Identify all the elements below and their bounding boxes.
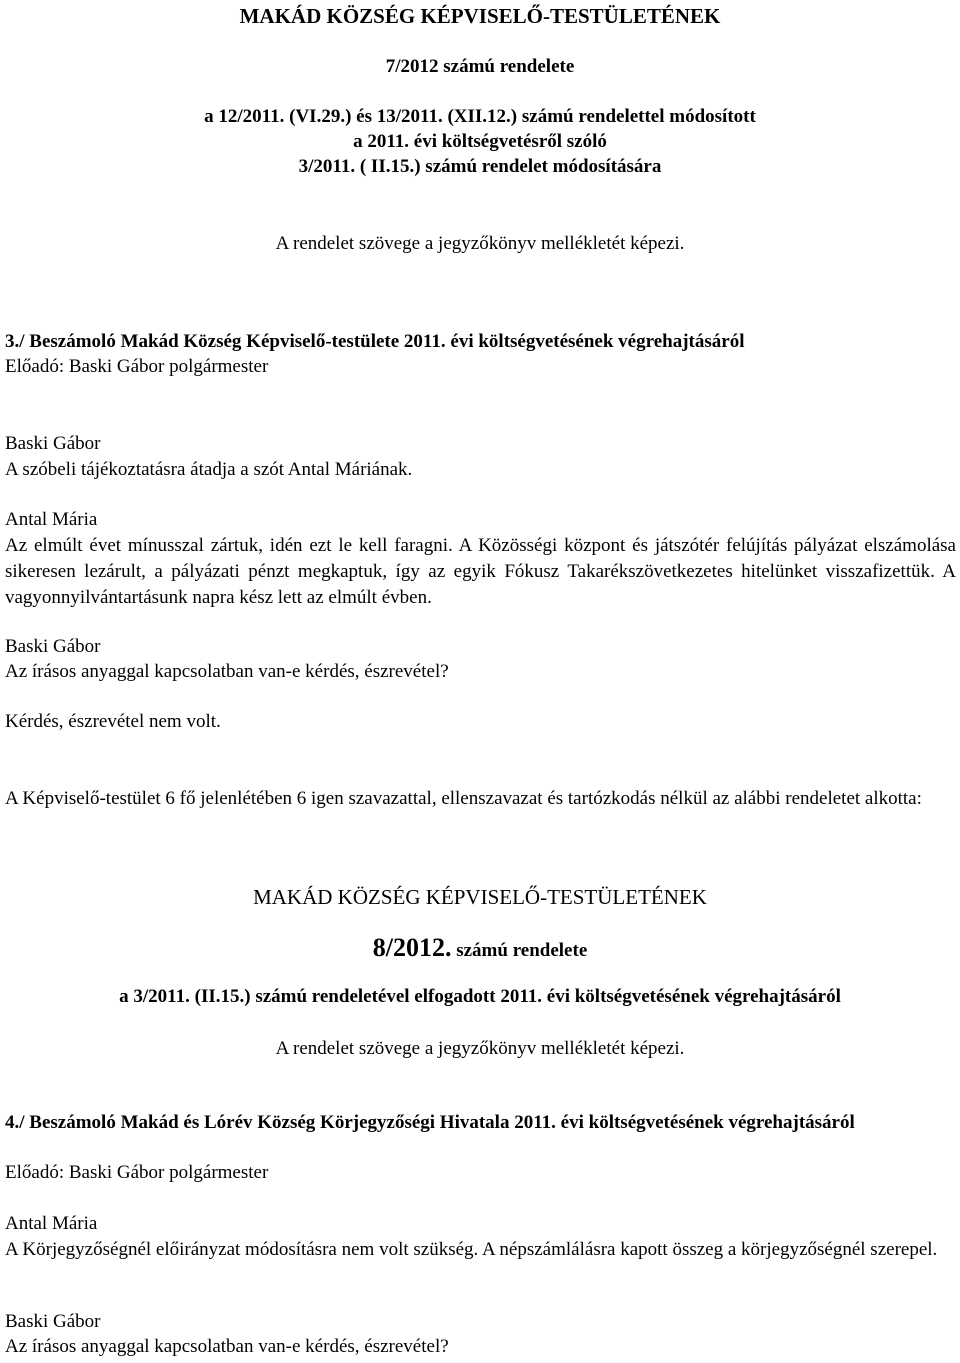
- decree-subject-line-2: a 2011. évi költségvetésről szóló: [353, 131, 607, 152]
- speaker-name: Baski Gábor: [5, 636, 101, 657]
- decree-subject-line-1: a 12/2011. (VI.29.) és 13/2011. (XII.12.) számú rendelettel módosított: [204, 106, 756, 127]
- decree-suffix: számú rendelete: [451, 940, 588, 961]
- vote-paragraph: A Képviselő-testület 6 fő jelenlétében 6 igen szavazattal, ellenszavazat és tartózkodás nélkül az alábbi rendeletet alkotta:: [5, 788, 922, 809]
- agenda-item-3-title: 3./ Beszámoló Makád Község Képviselő-testülete 2011. évi költségvetésének végrehajtásáról: [5, 331, 745, 352]
- speech-text: Az írásos anyaggal kapcsolatban van-e kérdés, észrevétel?: [5, 1336, 449, 1357]
- speech-text: Az írásos anyaggal kapcsolatban van-e kérdés, észrevétel?: [5, 661, 449, 682]
- agenda-item-4-title: 4./ Beszámoló Makád és Lórév Község Körjegyzőségi Hivatala 2011. évi költségvetésének végrehajtásáról: [5, 1112, 855, 1133]
- annex-note: A rendelet szövege a jegyzőkönyv mellékletét képezi.: [275, 233, 685, 254]
- decree-number: 8/2012.: [372, 933, 452, 962]
- decree-subject-line-3: 3/2011. ( II.15.) számú rendelet módosítására: [298, 156, 662, 177]
- agenda-item-3-presenter: Előadó: Baski Gábor polgármester: [5, 356, 269, 377]
- agenda-item-4-presenter: Előadó: Baski Gábor polgármester: [5, 1162, 269, 1183]
- speech-paragraph: A Körjegyzőségnél előirányzat módosításra nem volt szükség. A népszámlálásra kapott összeg a körjegyzőségnél szerepel.: [5, 1239, 938, 1260]
- decree-number-line: [5, 933, 955, 963]
- speaker-name: Baski Gábor: [5, 1311, 101, 1332]
- decree-number: 7/2012 számú rendelete: [385, 56, 575, 77]
- speaker-name: Antal Mária: [5, 1213, 98, 1234]
- speaker-name: Antal Mária: [5, 509, 98, 530]
- council-heading: MAKÁD KÖZSÉG KÉPVISELŐ-TESTÜLETÉNEK: [253, 885, 707, 909]
- speaker-name: Baski Gábor: [5, 433, 101, 454]
- no-questions-note: Kérdés, észrevétel nem volt.: [5, 711, 221, 732]
- speech-text: A szóbeli tájékoztatásra átadja a szót Antal Máriának.: [5, 459, 413, 480]
- decree-subject: a 3/2011. (II.15.) számú rendeletével elfogadott 2011. évi költségvetésének végrehajtásáról: [119, 986, 841, 1007]
- annex-note: A rendelet szövege a jegyzőkönyv mellékletét képezi.: [275, 1038, 685, 1059]
- council-heading: MAKÁD KÖZSÉG KÉPVISELŐ-TESTÜLETÉNEK: [239, 4, 721, 28]
- speech-paragraph: Az elmúlt évet mínusszal zártuk, idén ezt le kell faragni. A Közösségi központ és játszótér felújítás pályázat elszámolása sikeresen lezárult, a pályázati pénzt megkaptuk, így az egyik Fókusz Takarékszövetkezetes hitelünket visszafizettük. A vagyonnyilvántartásunk napra kész lett az elmúlt évben.: [5, 535, 956, 608]
